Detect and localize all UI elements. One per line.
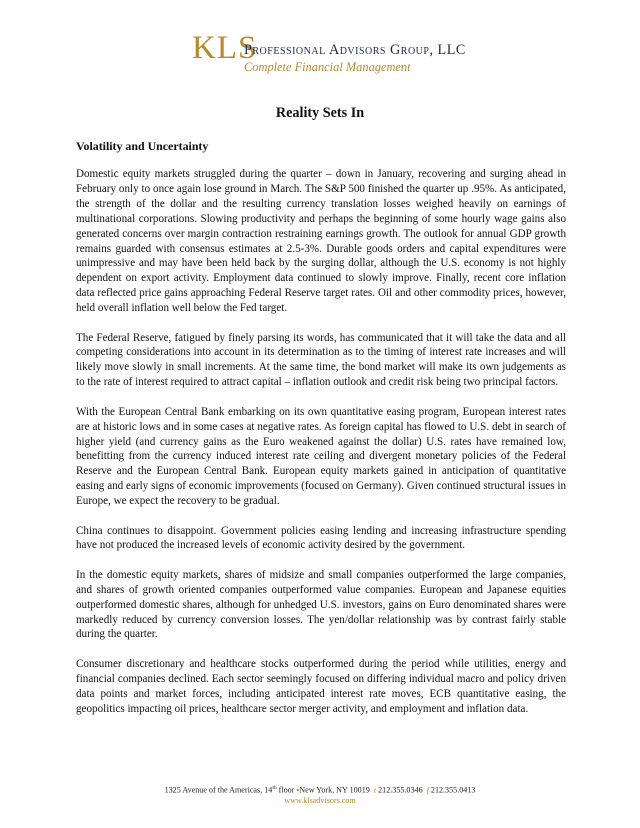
letterhead [192, 30, 492, 82]
footer-telephone: 212.355.0346 [378, 785, 423, 795]
footer-tel-marker: t [373, 785, 377, 795]
paragraph-domestic-equity: In the domestic equity markets, shares of midsize and small companies outperformed the large companies, and shares of growth oriented companies outperformed value companies. European and Japanese equities outperformed domestic shares, although for unhedged U.S. investors, gains on Euro denominated shares were markedly reduced by currency conversion losses. The yen/dollar relationship was by contrast fairly stable during the quarter. [76, 568, 566, 641]
paragraph-sectors: Consumer discretionary and healthcare stocks outperformed during the period while utilities, energy and financial companies declined. Each sector seemingly focused on differing individual macro and policy driven data points and market forces, including anticipated interest rate moves, ECB quantitative easing, the geopolitics impacting oil prices, healthcare sector merger activity, and employment and inflation data. [76, 657, 566, 715]
footer-fax-marker: f [426, 785, 429, 795]
paragraph-european-central-bank: With the European Central Bank embarking on its own quantitative easing program, European interest rates are at historic lows and in some cases at negative rates. As foreign capital has flowed to U.S. debt in search of higher yield (and currency gains as the Euro weakened against the dollar) U.S. rates have remained low, benefitting from the currency induced interest rate ceiling and divergent monetary policies of the Federal Reserve and the European Central Bank. European equity markets gained in anticipation of quantitative easing and early signs of economic improvements (focused on Germany). Given continued structural issues in Europe, we expect the recovery to be gradual. [76, 405, 566, 508]
footer [0, 783, 640, 806]
footer-street: 1325 Avenue of the Americas, 14 [164, 785, 273, 795]
document-title: Reality Sets In [275, 105, 365, 121]
footer-address [0, 783, 640, 796]
footer-street-suffix: th [272, 785, 277, 791]
paragraph-equity-markets: Domestic equity markets struggled during the quarter – down in January, recovering and surging ahead in February only to once again lose ground in March. The S&P 500 finished the quarter up .95%. As anticipated, the strength of the dollar and the resulting currency translation losses weighed heavily on earnings of multinational corporations. Slowing productivity and perhaps the beginning of some hourly wage gains also generated concerns over margin contraction restraining earnings growth. The outlook for annual GDP growth remains guarded with consensus estimates at 2.5-3%. Durable goods orders and capital expenditures were unimpressive and may have been held back by the surging dollar, although the U.S. economy is not highly dependent on export activity. Employment data continued to slowly improve. Finally, recent core inflation data reflected price gains approaching Federal Reserve target rates. Oil and other commodity prices, however, held overall inflation well below the Fed target. [76, 168, 566, 315]
document-body [76, 139, 566, 731]
footer-website-link[interactable]: www.klsadvisors.com [284, 795, 356, 805]
footer-city: New York, NY 10019 [299, 785, 370, 795]
footer-fax: 212.355.0413 [430, 785, 476, 795]
bullet-separator-icon: ▪ [296, 785, 300, 795]
paragraph-federal-reserve: The Federal Reserve, fatigued by finely parsing its words, has communicated that it will take the data and all competing considerations into account in its determination as to the timing of interest rate increases and will likely move slowly in small increments. At the same time, the bond market will make its own judgements as to the rate of interest required to attract capital – inflation outlook and credit risk being two principal factors. [76, 331, 566, 389]
firm-name: Professional Advisors Group, LLC [244, 42, 466, 58]
kls-logo: KLS [192, 30, 258, 66]
footer-floor: floor [276, 785, 295, 795]
firm-tagline: Complete Financial Management [244, 60, 411, 74]
paragraph-china: China continues to disappoint. Government policies easing lending and increasing infrastructure spending have not produced the increased levels of economic activity desired by the government. [76, 524, 566, 552]
section-heading: Volatility and Uncertainty [76, 139, 209, 153]
